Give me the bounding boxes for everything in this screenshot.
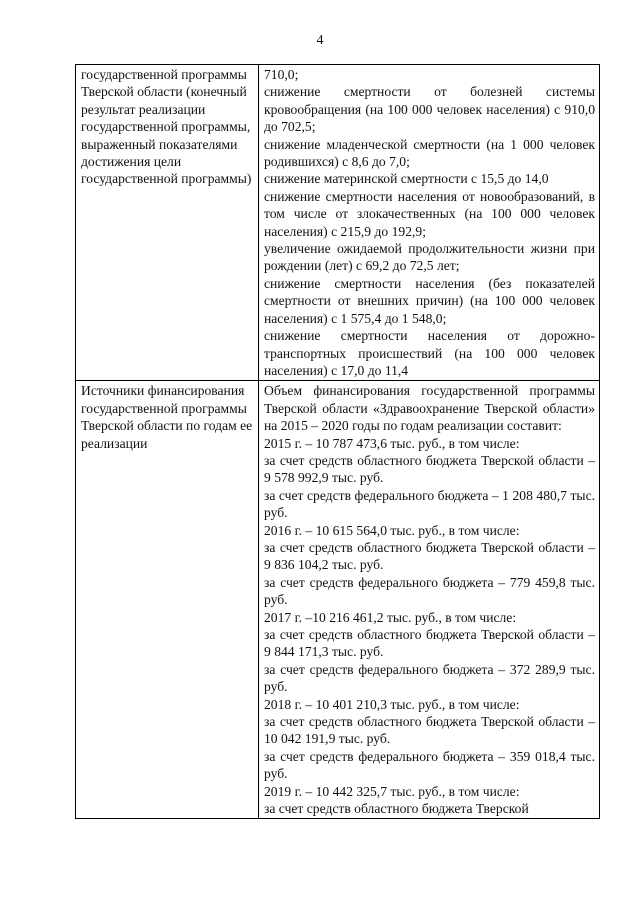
financing-line: за счет средств областного бюджета Тверской области – 9 836 104,2 тыс. руб. [264,539,595,573]
financing-line: за счет средств федерального бюджета – 372 289,9 тыс. руб. [264,661,595,695]
indicator-line: снижение младенческой смертности (на 1 000 человек родившихся) с 8,6 до 7,0; [264,136,595,170]
table-row [76,381,600,819]
indicator-line: увеличение ожидаемой продолжительности жизни при рождении (лет) с 69,2 до 72,5 лет; [264,241,595,274]
table-row [76,65,600,381]
indicator-line: 710,0; [264,67,299,82]
indicator-line: снижение смертности населения (без показателей смертности от внешних причин) (на 100 000 человек населения) с 1 575,4 до 1 548,0; [264,275,595,326]
financing-line: 2019 г. – 10 442 325,7 тыс. руб., в том числе: [264,783,520,799]
financing-line: за счет средств областного бюджета Тверской области – 9 844 171,3 тыс. руб. [264,627,595,660]
financing-line: 2017 г. –10 216 461,2 тыс. руб., в том числе: [264,609,517,625]
row-label: государственной программы Тверской области (конечный результат реализации государственной программы, выраженный показателями достижения цели государственной программы) [76,65,259,381]
indicator-line: снижение смертности от болезней системы кровообращения (на 100 000 человек населения) с 910,0 до 702,5; [264,84,595,135]
financing-line: Объем финансирования государственной программы Тверской области «Здравоохранение Тверской области» на 2015 – 2020 годы по годам реализации составит: [264,383,595,434]
row-label: Источники финансирования государственной программы Тверской области по годам ее реализации [76,381,259,819]
indicator-line: снижение материнской смертности с 15,5 до 14,0 [264,171,549,187]
financing-line: 2018 г. – 10 401 210,3 тыс. руб., в том числе: [264,696,520,712]
page-number: 4 [316,33,324,48]
passport-table [75,64,600,819]
financing-line: за счет средств областного бюджета Тверской [264,801,529,817]
financing-line: 2016 г. – 10 615 564,0 тыс. руб., в том числе: [264,522,520,538]
financing-line: за счет средств областного бюджета Тверской области – 9 578 992,9 тыс. руб. [264,452,595,486]
indicator-line: снижение смертности населения от дорожно-транспортных происшествий (на 100 000 человек населения) с 17,0 до 11,4 [264,328,595,378]
financing-line: за счет средств федерального бюджета – 1 208 480,7 тыс. руб. [264,487,595,521]
financing-line: за счет средств федерального бюджета – 779 459,8 тыс. руб. [264,574,595,608]
indicator-line: снижение смертности населения от новообразований, в том числе от злокачественных (на 100 000 человек населения) с 215,9 до 192,9; [264,188,595,239]
row-value [259,65,600,381]
financing-line: за счет средств федерального бюджета – 359 018,4 тыс. руб. [264,748,595,782]
row-value [259,381,600,819]
financing-line: 2015 г. – 10 787 473,6 тыс. руб., в том числе: [264,435,520,451]
financing-line: за счет средств областного бюджета Тверской области – 10 042 191,9 тыс. руб. [264,714,595,747]
